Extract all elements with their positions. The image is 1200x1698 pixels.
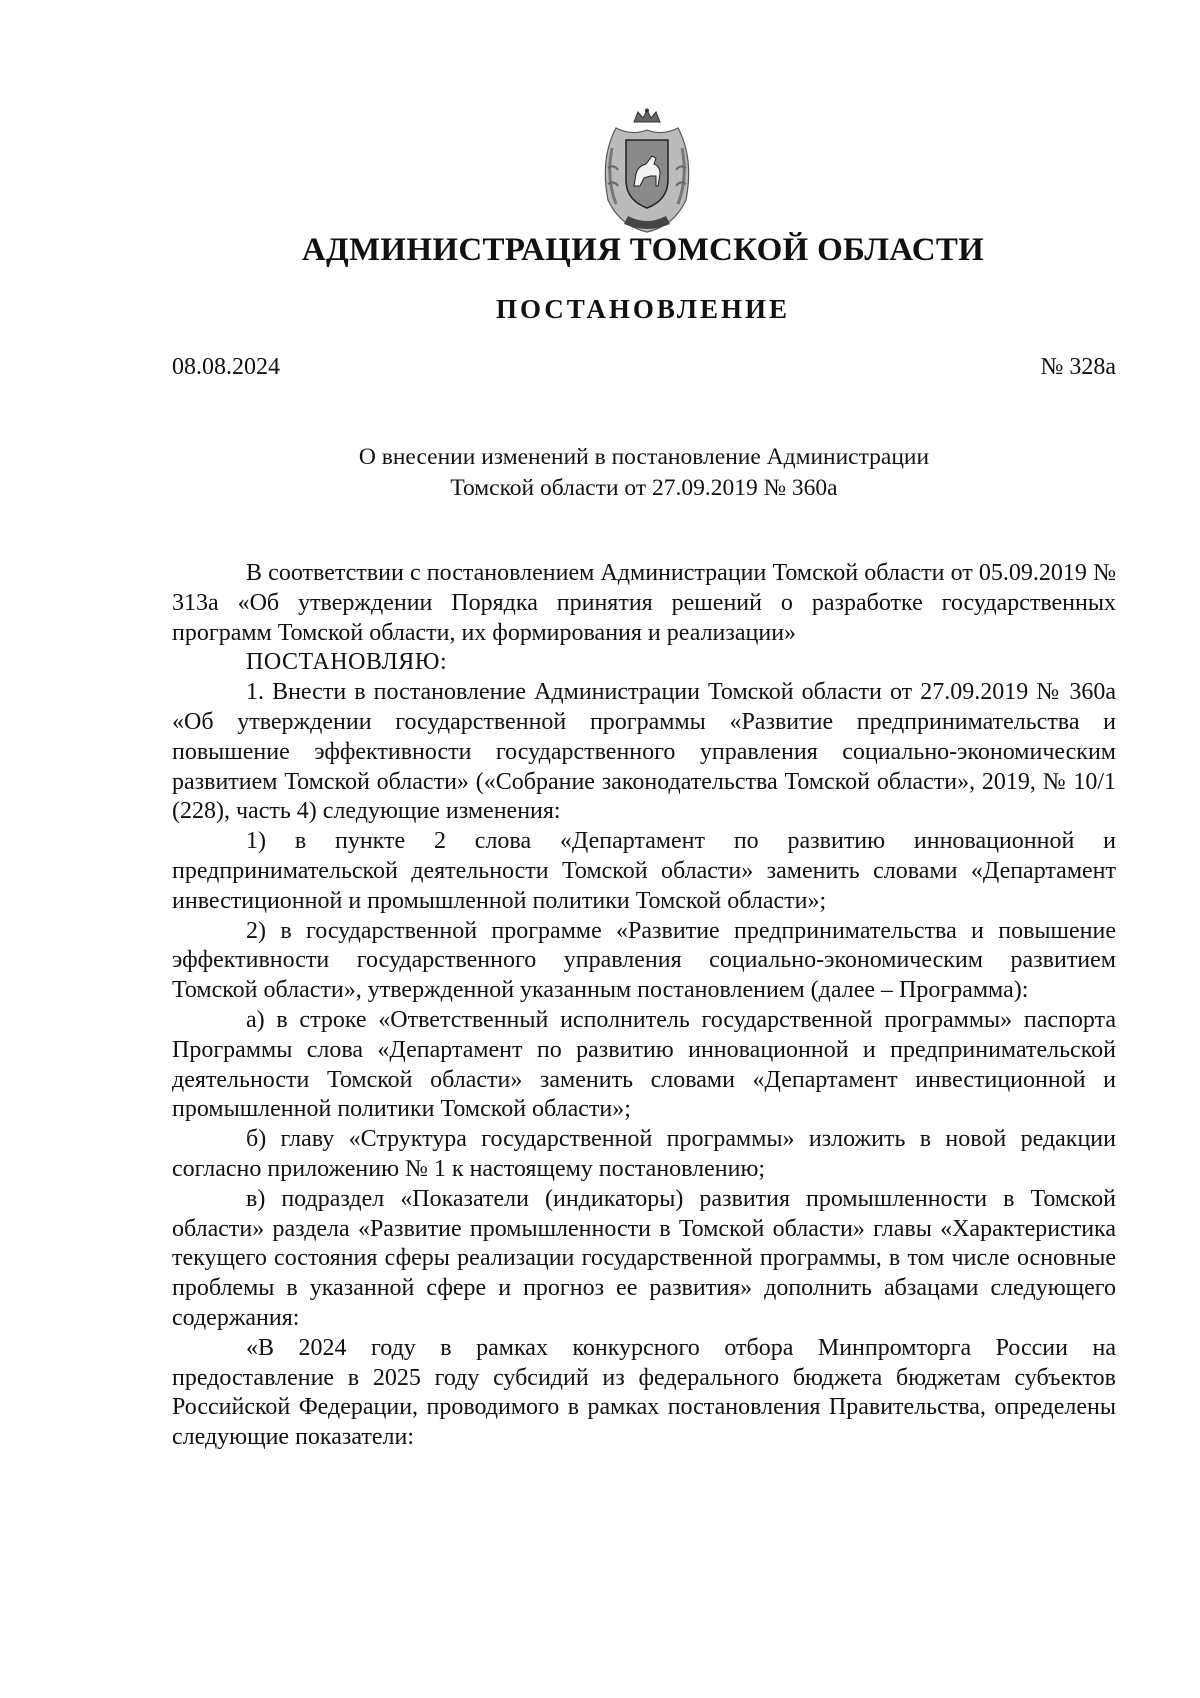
body-paragraph: б) главу «Структура государственной программы» изложить в новой редакции согласно приложению № 1 к настоящему постановлению; <box>172 1126 1116 1182</box>
preamble-paragraph: В соответствии с постановлением Администрации Томской области от 05.09.2019 № 313а «Об утверждении Порядка принятия решений о разработке государственных программ Томской области, их формирования и реализации» <box>172 560 1116 646</box>
coat-of-arms-icon <box>586 108 708 236</box>
body-paragraph: а) в строке «Ответственный исполнитель государственной программы» паспорта Программы слова «Департамент по развитию инновационной и предпринимательской деятельности Томской области» заменить словами «Департамент инвестиционной и промышленной политики Томской области»; <box>172 1006 1116 1123</box>
document-type: ПОСТАНОВЛЕНИЕ <box>495 294 791 324</box>
subject-line: О внесении изменений в постановление Администрации <box>358 444 930 470</box>
body-paragraph: в) подраздел «Показатели (индикаторы) развития промышленности в Томской области» раздела «Развитие промышленности в Томской области» главы «Характеристика текущего состояния сферы реализации государственной программы, в том числе основные проблемы в указанной сфере и прогноз ее развития» дополнить абзацами следующего содержания: <box>172 1185 1116 1331</box>
body-paragraph: «В 2024 году в рамках конкурсного отбора Минпромторга России на предоставление в 2025 году субсидий из федерального бюджета бюджетам субъектов Российской Федерации, проводимого в рамках постановления Правительства, определены следующие показатели: <box>172 1334 1116 1451</box>
document-body <box>172 559 1116 1453</box>
document-subject <box>172 442 1116 504</box>
body-paragraph: 1. Внести в постановление Администрации Томской области от 27.09.2019 № 360а «Об утверждении государственной программы «Развитие предпринимательства и повышение эффективности государственного управления социально-экономическим развитием Томской области» («Собрание законодательства Томской области», 2019, № 10/1 (228), часть 4) следующие изменения: <box>172 679 1116 825</box>
decree-word: ПОСТАНОВЛЯЮ: <box>246 649 448 676</box>
body-paragraph: 2) в государственной программе «Развитие предпринимательства и повышение эффективности государственного управления социально-экономическим развитием Томской области», утвержденной указанным постановлением (далее – Программа): <box>172 917 1116 1004</box>
document-date: 08.08.2024 <box>172 354 280 380</box>
body-paragraph: 1) в пункте 2 слова «Департамент по развитию инновационной и предпринимательской деятельности Томской области» заменить словами «Департамент инвестиционной и промышленной политики Томской области»; <box>172 828 1116 914</box>
organization-title: АДМИНИСТРАЦИЯ ТОМСКОЙ ОБЛАСТИ <box>301 232 985 268</box>
document-number: № 328а <box>1040 354 1116 380</box>
subject-line: Томской области от 27.09.2019 № 360а <box>450 475 838 501</box>
